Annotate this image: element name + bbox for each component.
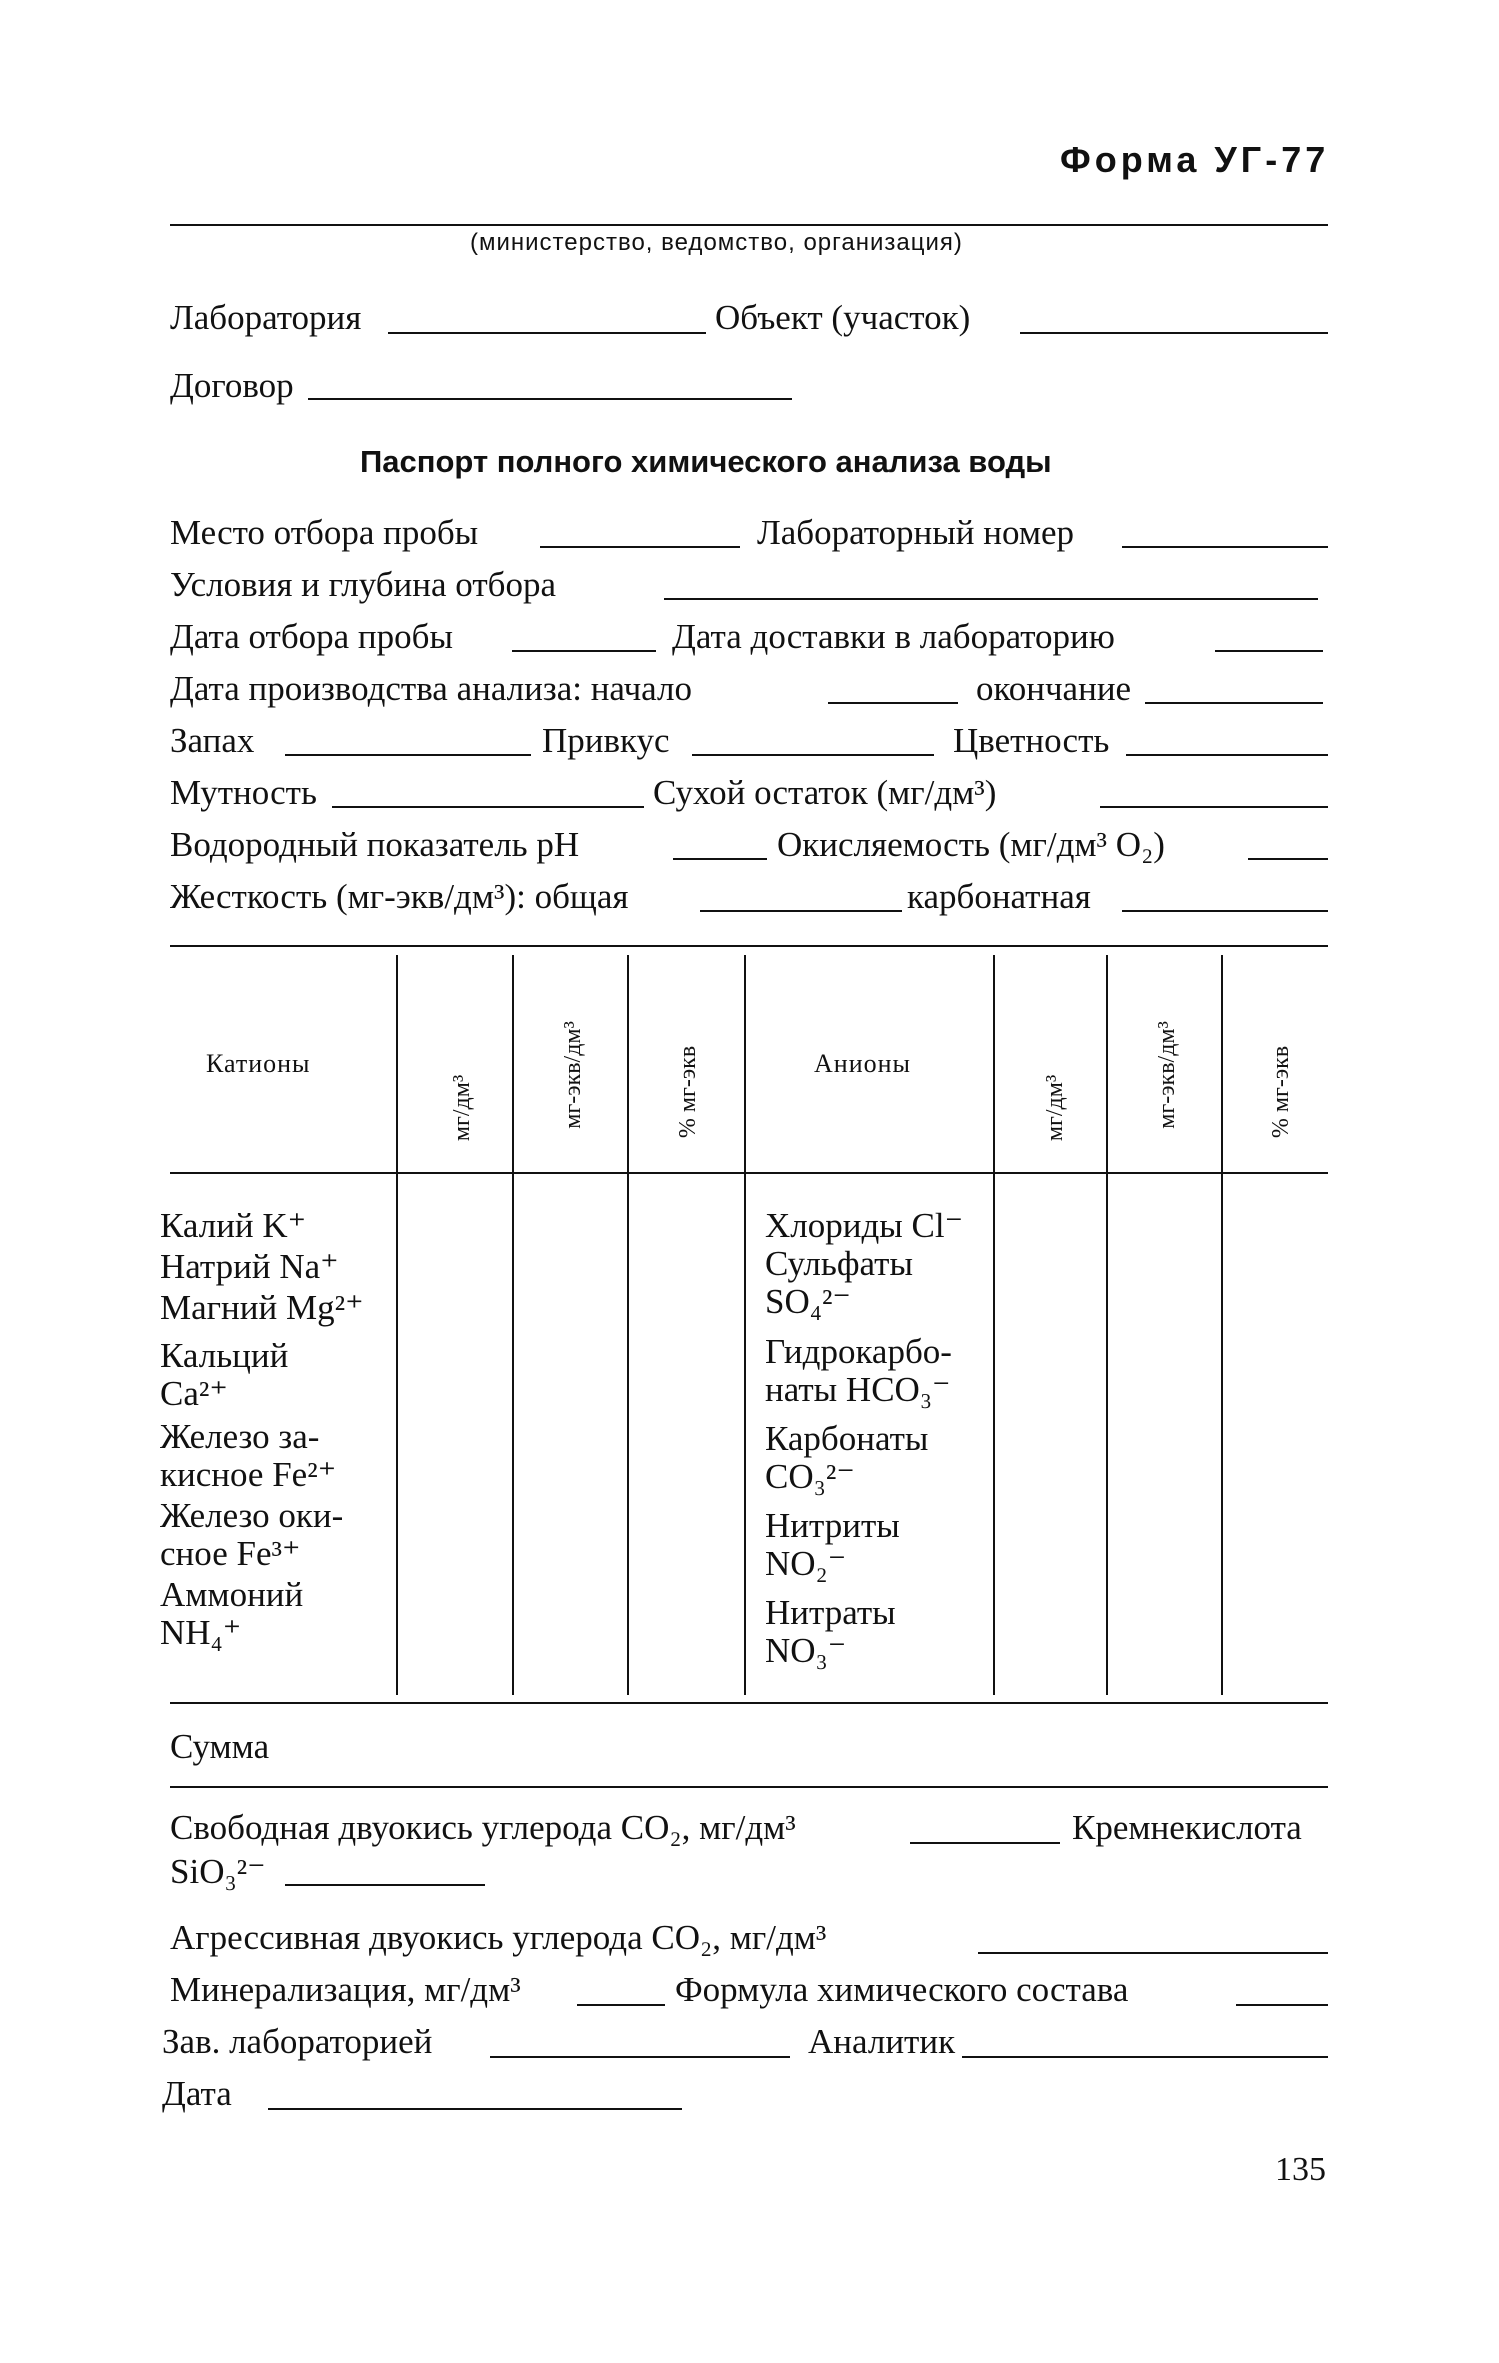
head-lab-input[interactable] <box>490 2056 790 2058</box>
free-co2-input[interactable] <box>910 1842 1060 1844</box>
cation-sodium: Натрий Na⁺ <box>160 1247 339 1286</box>
smell-input[interactable] <box>285 754 531 756</box>
anion-nitrites: Нитриты NO₂⁻ <box>765 1506 900 1583</box>
mineralization-input[interactable] <box>577 2004 665 2006</box>
anion-sulfates: Сульфаты SO₄²⁻ <box>765 1244 913 1321</box>
form-label: Форма УГ-77 <box>1060 139 1330 180</box>
sum-label: Сумма <box>170 1727 270 1766</box>
laboratory-input[interactable] <box>388 332 706 334</box>
dry-residue-input[interactable] <box>1100 806 1328 808</box>
date-input[interactable] <box>268 2108 682 2110</box>
header-cation-mg: мг/дм³ <box>449 1074 475 1142</box>
cation-iron-ferrous: Железо за- кисное Fe²⁺ <box>160 1417 337 1494</box>
sampling-date-label: Дата отбора пробы <box>170 617 453 656</box>
conditions-depth-label: Условия и глубина отбора <box>170 565 556 604</box>
taste-input[interactable] <box>692 754 934 756</box>
contract-input[interactable] <box>308 398 792 400</box>
col-divider-2 <box>512 955 514 1695</box>
sampling-place-input[interactable] <box>540 546 740 548</box>
ph-label: Водородный показатель pH <box>170 825 580 864</box>
header-anions: Анионы <box>814 1049 911 1078</box>
col-divider-4 <box>744 955 746 1695</box>
delivery-date-label: Дата доставки в лабораторию <box>672 617 1115 656</box>
head-lab-label: Зав. лабораторией <box>162 2022 433 2061</box>
contract-label: Договор <box>170 366 294 405</box>
col-divider-5 <box>993 955 995 1695</box>
free-co2-label: Свободная двуокись углерода CO₂, мг/дм³ <box>170 1808 796 1847</box>
analysis-start-input[interactable] <box>828 702 958 704</box>
sio3-label: SiO₃²⁻ <box>170 1852 266 1891</box>
color-input[interactable] <box>1126 754 1328 756</box>
table-header-line <box>170 1172 1328 1174</box>
smell-label: Запах <box>170 721 255 760</box>
cation-iron-ferric: Железо оки- сное Fe³⁺ <box>160 1496 344 1573</box>
carbonate-input[interactable] <box>1122 910 1328 912</box>
hardness-label: Жесткость (мг-экв/дм³): общая <box>170 877 629 916</box>
cation-ammonium: Аммоний NH₄⁺ <box>160 1575 304 1652</box>
page-number: 135 <box>1275 2151 1326 2188</box>
cation-potassium: Калий K⁺ <box>160 1206 307 1245</box>
header-anion-mg-eq: мг-экв/дм³ <box>1154 1021 1180 1129</box>
header-anion-mg: мг/дм³ <box>1042 1074 1068 1142</box>
col-divider-6 <box>1106 955 1108 1695</box>
ministry-caption: (министерство, ведомство, организация) <box>470 229 963 256</box>
table-bottom-line <box>170 1702 1328 1704</box>
sio3-input[interactable] <box>285 1884 485 1886</box>
aggressive-co2-input[interactable] <box>978 1952 1328 1954</box>
anion-nitrates: Нитраты NO₃⁻ <box>765 1593 896 1670</box>
anion-carbonates: Карбонаты CO₃²⁻ <box>765 1419 929 1496</box>
silicic-label: Кремнекислота <box>1072 1808 1302 1847</box>
document-title: Паспорт полного химического анализа воды <box>360 444 1052 479</box>
object-label: Объект (участок) <box>715 298 971 337</box>
carbonate-label: карбонатная <box>907 877 1091 916</box>
ph-input[interactable] <box>673 858 767 860</box>
col-divider-1 <box>396 955 398 1695</box>
formula-label: Формула химического состава <box>675 1970 1129 2009</box>
conditions-depth-input[interactable] <box>664 598 1318 600</box>
col-divider-7 <box>1221 955 1223 1695</box>
analyst-input[interactable] <box>962 2056 1328 2058</box>
table-top-line <box>170 945 1328 947</box>
oxidizability-label: Окисляемость (мг/дм³ O₂) <box>777 825 1165 864</box>
analysis-start-label: Дата производства анализа: начало <box>170 669 692 708</box>
sampling-place-label: Место отбора пробы <box>170 513 479 552</box>
analysis-end-input[interactable] <box>1145 702 1323 704</box>
header-cations: Катионы <box>206 1049 311 1078</box>
turbidity-input[interactable] <box>332 806 644 808</box>
turbidity-label: Мутность <box>170 773 317 812</box>
aggressive-co2-label: Агрессивная двуокись углерода CO₂, мг/дм³ <box>170 1918 827 1957</box>
ministry-line <box>170 224 1328 226</box>
cation-magnesium: Магний Mg²⁺ <box>160 1288 364 1327</box>
lab-number-input[interactable] <box>1122 546 1328 548</box>
anion-chlorides: Хлориды Cl⁻ <box>765 1206 964 1245</box>
object-input[interactable] <box>1020 332 1328 334</box>
col-divider-3 <box>627 955 629 1695</box>
date-label: Дата <box>162 2074 232 2113</box>
delivery-date-input[interactable] <box>1215 650 1323 652</box>
taste-label: Привкус <box>542 721 670 760</box>
mineralization-label: Минерализация, мг/дм³ <box>170 1970 521 2009</box>
oxidizability-input[interactable] <box>1248 858 1328 860</box>
lab-number-label: Лабораторный номер <box>757 513 1075 552</box>
header-cation-mg-eq: мг-экв/дм³ <box>560 1021 586 1129</box>
analyst-label: Аналитик <box>808 2022 956 2061</box>
color-label: Цветность <box>953 721 1110 760</box>
dry-residue-label: Сухой остаток (мг/дм³) <box>653 773 997 812</box>
laboratory-label: Лаборатория <box>170 298 362 337</box>
header-cation-pct: % мг-экв <box>675 1045 701 1139</box>
sampling-date-input[interactable] <box>512 650 656 652</box>
anion-bicarbonates: Гидрокарбо- наты HCO₃⁻ <box>765 1332 952 1409</box>
header-anion-pct: % мг-экв <box>1268 1045 1294 1139</box>
formula-input[interactable] <box>1236 2004 1328 2006</box>
sum-bottom-line <box>170 1786 1328 1788</box>
hardness-input[interactable] <box>700 910 902 912</box>
cation-calcium: Кальций Ca²⁺ <box>160 1336 289 1413</box>
analysis-end-label: окончание <box>976 669 1132 708</box>
